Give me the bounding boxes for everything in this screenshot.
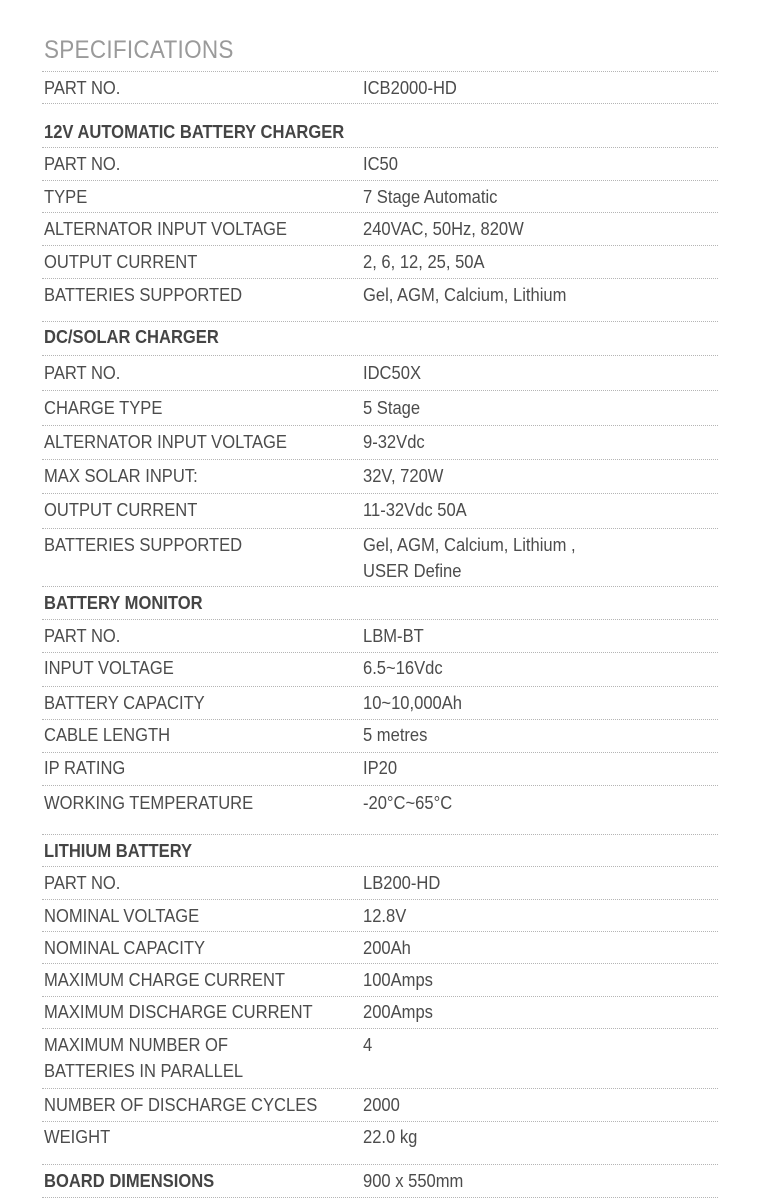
- spec-label: IP RATING: [44, 758, 126, 778]
- spec-value: 22.0 kg: [363, 1127, 418, 1147]
- divider: [42, 425, 718, 426]
- divider: [42, 686, 718, 687]
- spec-value: Gel, AGM, Calcium, Lithium ,: [363, 535, 576, 555]
- spec-value: 240VAC, 50Hz, 820W: [363, 219, 524, 239]
- spec-value: 10~10,000Ah: [363, 693, 463, 713]
- spec-value: 4: [363, 1035, 373, 1055]
- spec-value: 32V, 720W: [363, 466, 444, 486]
- divider: [42, 963, 718, 964]
- spec-label: MAXIMUM CHARGE CURRENT: [44, 970, 286, 990]
- spec-value: 7 Stage Automatic: [363, 187, 498, 207]
- spec-label: MAXIMUM NUMBER OF: [44, 1035, 228, 1055]
- spec-label: WORKING TEMPERATURE: [44, 793, 254, 813]
- spec-value: 200Ah: [363, 938, 411, 958]
- spec-label: ALTERNATOR INPUT VOLTAGE: [44, 432, 287, 452]
- spec-label: CABLE LENGTH: [44, 725, 171, 745]
- spec-label: PART NO.: [44, 78, 121, 98]
- page-title: SPECIFICATIONS: [44, 36, 234, 64]
- divider: [42, 459, 718, 460]
- spec-value: 5 Stage: [363, 398, 421, 418]
- divider: [42, 1028, 718, 1029]
- spec-label: OUTPUT CURRENT: [44, 500, 198, 520]
- spec-value: 2, 6, 12, 25, 50A: [363, 252, 485, 272]
- spec-label-continued: BATTERIES IN PARALLEL: [44, 1061, 244, 1081]
- divider: [42, 652, 718, 653]
- divider: [42, 180, 718, 181]
- spec-label: INPUT VOLTAGE: [44, 658, 174, 678]
- spec-label: NUMBER OF DISCHARGE CYCLES: [44, 1095, 318, 1115]
- spec-value: LBM-BT: [363, 626, 424, 646]
- spec-label: ALTERNATOR INPUT VOLTAGE: [44, 219, 287, 239]
- divider: [42, 586, 718, 587]
- divider: [42, 147, 718, 148]
- spec-label: NOMINAL VOLTAGE: [44, 906, 200, 926]
- divider: [42, 1121, 718, 1122]
- divider: [42, 866, 718, 867]
- spec-value: IP20: [363, 758, 398, 778]
- divider: [42, 71, 718, 72]
- spec-value: 11-32Vdc 50A: [363, 500, 467, 520]
- divider: [42, 493, 718, 494]
- board-dimensions-label: BOARD DIMENSIONS: [44, 1171, 215, 1191]
- divider: [42, 321, 718, 322]
- divider: [42, 103, 718, 104]
- divider: [42, 390, 718, 391]
- section-heading-monitor: BATTERY MONITOR: [44, 593, 203, 613]
- spec-label: TYPE: [44, 187, 88, 207]
- spec-value: 200Amps: [363, 1002, 433, 1022]
- spec-label: OUTPUT CURRENT: [44, 252, 198, 272]
- spec-value: 6.5~16Vdc: [363, 658, 443, 678]
- divider: [42, 1164, 718, 1165]
- divider: [42, 834, 718, 835]
- spec-value: 12.8V: [363, 906, 407, 926]
- spec-label: NOMINAL CAPACITY: [44, 938, 206, 958]
- divider: [42, 1197, 718, 1198]
- divider: [42, 619, 718, 620]
- divider: [42, 355, 718, 356]
- divider: [42, 528, 718, 529]
- spec-value: 9-32Vdc: [363, 432, 425, 452]
- divider: [42, 278, 718, 279]
- section-heading-lithium: LITHIUM BATTERY: [44, 841, 193, 861]
- spec-label: CHARGE TYPE: [44, 398, 163, 418]
- divider: [42, 245, 718, 246]
- divider: [42, 931, 718, 932]
- spec-label: BATTERIES SUPPORTED: [44, 285, 243, 305]
- divider: [42, 899, 718, 900]
- spec-value: 2000: [363, 1095, 400, 1115]
- divider: [42, 752, 718, 753]
- divider: [42, 785, 718, 786]
- spec-label: WEIGHT: [44, 1127, 111, 1147]
- spec-label: PART NO.: [44, 154, 121, 174]
- divider: [42, 996, 718, 997]
- section-heading-charger: 12V AUTOMATIC BATTERY CHARGER: [44, 122, 345, 142]
- spec-value: IC50: [363, 154, 398, 174]
- spec-value: 100Amps: [363, 970, 433, 990]
- spec-value: IDC50X: [363, 363, 421, 383]
- spec-label: PART NO.: [44, 873, 121, 893]
- spec-label: PART NO.: [44, 626, 121, 646]
- spec-value: Gel, AGM, Calcium, Lithium: [363, 285, 567, 305]
- spec-label: PART NO.: [44, 363, 121, 383]
- spec-value: LB200-HD: [363, 873, 441, 893]
- spec-value: 5 metres: [363, 725, 428, 745]
- spec-value-continued: USER Define: [363, 561, 462, 581]
- spec-label: BATTERY CAPACITY: [44, 693, 205, 713]
- divider: [42, 1088, 718, 1089]
- spec-label: MAXIMUM DISCHARGE CURRENT: [44, 1002, 313, 1022]
- spec-label: BATTERIES SUPPORTED: [44, 535, 243, 555]
- section-heading-dcsolar: DC/SOLAR CHARGER: [44, 327, 219, 347]
- board-dimensions-value: 900 x 550mm: [363, 1171, 464, 1191]
- spec-value: ICB2000-HD: [363, 78, 457, 98]
- spec-value: -20°C~65°C: [363, 793, 453, 813]
- divider: [42, 719, 718, 720]
- divider: [42, 212, 718, 213]
- spec-label: MAX SOLAR INPUT:: [44, 466, 198, 486]
